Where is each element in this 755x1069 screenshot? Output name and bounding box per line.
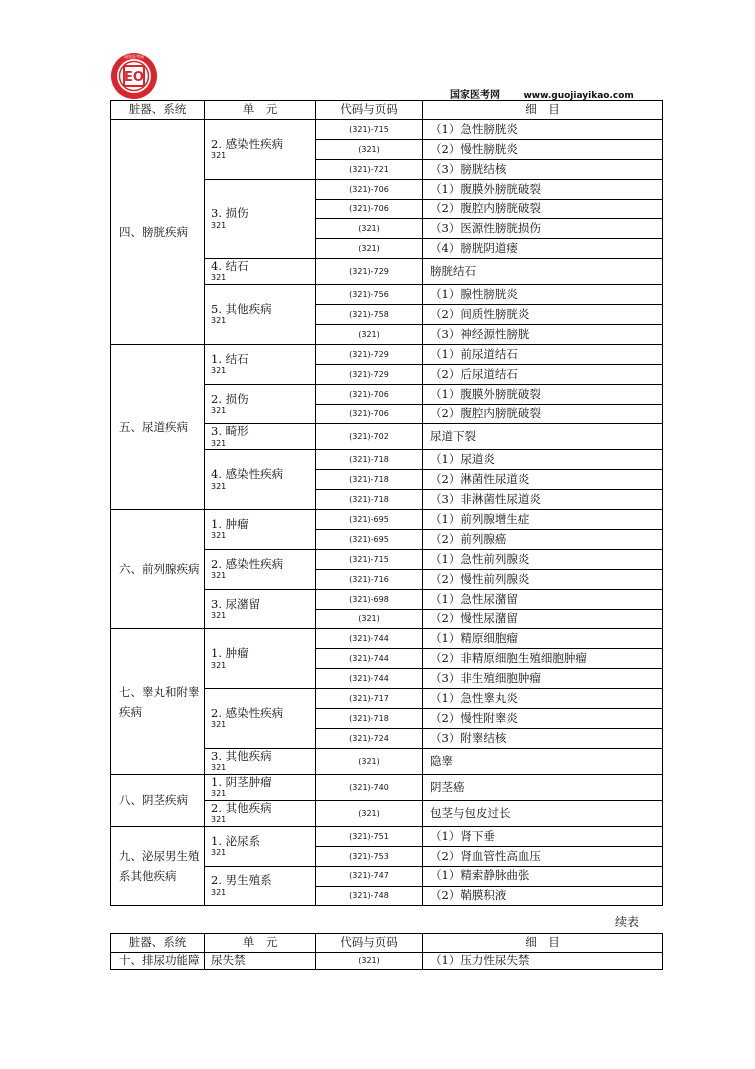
detail-cell: （3）医源性膀胱损伤 — [423, 219, 663, 239]
code-cell: (321)-729 — [316, 344, 423, 364]
detail-cell: （1）压力性尿失禁 — [423, 953, 663, 970]
logo-letters: EO — [124, 70, 144, 85]
code-cell: (321)-715 — [316, 549, 423, 569]
detail-cell: （3）膀胱结核 — [423, 159, 663, 179]
unit-name: 2. 感染性疾病 — [211, 136, 284, 151]
detail-cell: （1）前尿道结石 — [423, 344, 663, 364]
detail-cell: （1）肾下垂 — [423, 826, 663, 846]
detail-cell: （2）非精原细胞生殖细胞肿瘤 — [423, 649, 663, 669]
unit-cell — [205, 629, 316, 689]
table-row — [111, 953, 663, 970]
detail-cell: （1）精原细胞瘤 — [423, 629, 663, 649]
code-cell: (321)-695 — [316, 510, 423, 530]
code-cell: (321)-753 — [316, 846, 423, 866]
detail-cell: （2）淋菌性尿道炎 — [423, 470, 663, 490]
code-cell: (321) — [316, 609, 423, 629]
unit-name: 4. 感染性疾病 — [211, 467, 284, 482]
unit-code: 321 — [211, 887, 227, 897]
detail-cell: （1）精索静脉曲张 — [423, 866, 663, 886]
unit-code: 321 — [211, 847, 227, 857]
unit-cell — [205, 285, 316, 345]
site-name: 国家医考网 — [450, 90, 500, 101]
detail-cell: （2）慢性膀胱炎 — [423, 139, 663, 159]
organ-cell: 五、尿道疾病 — [111, 344, 205, 509]
unit-cell — [205, 120, 316, 180]
detail-cell: （1）急性睾丸炎 — [423, 689, 663, 709]
unit-cell — [205, 800, 316, 826]
unit-code: 321 — [211, 763, 227, 773]
code-cell: (321)-716 — [316, 569, 423, 589]
code-cell: (321)-748 — [316, 886, 423, 906]
unit-cell — [205, 826, 316, 866]
organ-cell: 十、排尿功能障 — [111, 953, 205, 970]
unit-cell — [205, 774, 316, 800]
unit-cell — [205, 384, 316, 424]
unit-cell — [205, 344, 316, 384]
detail-cell: （3）神经源性膀胱 — [423, 325, 663, 345]
unit-cell — [205, 689, 316, 749]
unit-name: 1. 肿瘤 — [211, 517, 249, 532]
code-cell: (321)-706 — [316, 179, 423, 199]
detail-cell: （2）前列腺癌 — [423, 530, 663, 550]
code-cell: (321)-740 — [316, 774, 423, 800]
col-header-detail: 细 目 — [423, 934, 663, 953]
code-cell: (321)-724 — [316, 728, 423, 748]
code-cell: (321)-695 — [316, 530, 423, 550]
detail-cell: （3）非生殖细胞肿瘤 — [423, 669, 663, 689]
unit-code: 321 — [211, 815, 227, 825]
code-cell: (321) — [316, 800, 423, 826]
col-header-detail: 细 目 — [423, 101, 663, 120]
col-header-code: 代码与页码 — [316, 101, 423, 120]
unit-name: 2. 感染性疾病 — [211, 705, 284, 720]
col-header-code: 代码与页码 — [316, 934, 423, 953]
unit-name: 2. 其他疾病 — [211, 800, 272, 815]
table-row — [111, 344, 663, 364]
organ-cell: 八、阴茎疾病 — [111, 774, 205, 826]
detail-cell: （3）非淋菌性尿道炎 — [423, 490, 663, 510]
code-cell: (321)-702 — [316, 424, 423, 450]
col-header-organ: 脏器、系统 — [111, 101, 205, 120]
organ-cell: 四、膀胱疾病 — [111, 120, 205, 345]
organ-cell: 六、前列腺疾病 — [111, 510, 205, 629]
detail-cell: （1）腺性膀胱炎 — [423, 285, 663, 305]
continued-label: 续表 — [615, 915, 640, 929]
unit-name: 1. 泌尿系 — [211, 833, 261, 848]
code-cell: (321)-744 — [316, 669, 423, 689]
detail-cell: （2）腹腔内膀胱破裂 — [423, 199, 663, 219]
unit-code: 321 — [211, 405, 227, 415]
organ-cell: 七、睾丸和附睾疾病 — [111, 629, 205, 774]
unit-cell — [205, 549, 316, 589]
unit-name: 1. 肿瘤 — [211, 646, 249, 661]
site-logo — [110, 52, 158, 100]
detail-cell: 包茎与包皮过长 — [423, 800, 663, 826]
table-header-row — [111, 101, 663, 120]
unit-name: 2. 男生殖系 — [211, 873, 272, 888]
unit-name: 3. 其他疾病 — [211, 748, 272, 763]
unit-code: 321 — [211, 789, 227, 799]
unit-name: 2. 损伤 — [211, 391, 249, 406]
detail-cell: （2）慢性尿潴留 — [423, 609, 663, 629]
code-cell: (321)-718 — [316, 450, 423, 470]
unit-cell — [205, 589, 316, 629]
unit-code: 321 — [211, 660, 227, 670]
unit-name: 3. 尿潴留 — [211, 596, 261, 611]
unit-cell: 尿失禁 — [205, 953, 316, 970]
code-cell: (321)-729 — [316, 364, 423, 384]
unit-name: 4. 结石 — [211, 259, 249, 274]
code-cell: (321) — [316, 953, 423, 970]
code-cell: (321)-717 — [316, 689, 423, 709]
code-cell: (321) — [316, 239, 423, 259]
code-cell: (321) — [316, 748, 423, 774]
table-row — [111, 774, 663, 800]
col-header-unit: 单 元 — [205, 934, 316, 953]
unit-cell — [205, 866, 316, 906]
detail-cell: 尿道下裂 — [423, 424, 663, 450]
unit-name: 1. 阴茎肿瘤 — [211, 774, 272, 789]
continued-table — [110, 933, 663, 970]
unit-cell — [205, 179, 316, 259]
code-cell: (321)-747 — [316, 866, 423, 886]
detail-cell: （2）慢性附睾炎 — [423, 709, 663, 729]
code-cell: (321)-706 — [316, 199, 423, 219]
code-cell: (321)-721 — [316, 159, 423, 179]
syllabus-table — [110, 100, 663, 906]
code-cell: (321) — [316, 325, 423, 345]
table-row — [111, 826, 663, 846]
code-cell: (321)-718 — [316, 709, 423, 729]
detail-cell: （2）慢性前列腺炎 — [423, 569, 663, 589]
unit-cell — [205, 259, 316, 285]
organ-cell: 九、泌尿男生殖系其他疾病 — [111, 826, 205, 906]
code-cell: (321)-756 — [316, 285, 423, 305]
detail-cell: （1）急性膀胱炎 — [423, 120, 663, 140]
detail-cell: （2）肾血管性高血压 — [423, 846, 663, 866]
unit-code: 321 — [211, 720, 227, 730]
detail-cell: 膀胱结石 — [423, 259, 663, 285]
unit-code: 321 — [211, 366, 227, 375]
code-cell: (321)-706 — [316, 404, 423, 424]
logo-ring-text: 国家医考网 — [124, 53, 144, 59]
detail-cell: （2）间质性膀胱炎 — [423, 305, 663, 325]
detail-cell: （1）腹膜外膀胱破裂 — [423, 384, 663, 404]
code-cell: (321)-715 — [316, 120, 423, 140]
unit-name: 1. 结石 — [211, 351, 249, 366]
code-cell: (321)-729 — [316, 259, 423, 285]
unit-code: 321 — [211, 273, 227, 283]
table-row — [111, 510, 663, 530]
detail-cell: （1）急性尿潴留 — [423, 589, 663, 609]
table-header-row — [111, 934, 663, 953]
unit-name: 3. 损伤 — [211, 206, 249, 221]
col-header-unit: 单 元 — [205, 101, 316, 120]
unit-code: 321 — [211, 438, 227, 448]
site-url[interactable]: www.guojiayikao.com — [523, 91, 634, 101]
detail-cell: （3）附睾结核 — [423, 728, 663, 748]
detail-cell: （2）鞘膜积液 — [423, 886, 663, 906]
detail-cell: （2）腹腔内膀胱破裂 — [423, 404, 663, 424]
unit-code: 321 — [211, 610, 227, 620]
unit-name: 5. 其他疾病 — [211, 302, 272, 317]
code-cell: (321)-744 — [316, 629, 423, 649]
code-cell: (321)-718 — [316, 490, 423, 510]
code-cell: (321)-706 — [316, 384, 423, 404]
code-cell: (321)-718 — [316, 470, 423, 490]
unit-cell — [205, 510, 316, 550]
unit-code: 321 — [211, 220, 227, 230]
unit-code: 321 — [211, 481, 227, 491]
table-row — [111, 629, 663, 649]
code-cell: (321)-758 — [316, 305, 423, 325]
detail-cell: 阴茎癌 — [423, 774, 663, 800]
unit-code: 321 — [211, 571, 227, 581]
unit-cell — [205, 748, 316, 774]
code-cell: (321) — [316, 219, 423, 239]
detail-cell: （4）膀胱阴道瘘 — [423, 239, 663, 259]
detail-cell: 隐睾 — [423, 748, 663, 774]
unit-code: 321 — [211, 151, 227, 161]
detail-cell: （1）急性前列腺炎 — [423, 549, 663, 569]
detail-cell: （2）后尿道结石 — [423, 364, 663, 384]
unit-cell — [205, 450, 316, 510]
unit-cell — [205, 424, 316, 450]
col-header-organ: 脏器、系统 — [111, 934, 205, 953]
detail-cell: （1）尿道炎 — [423, 450, 663, 470]
unit-name: 2. 感染性疾病 — [211, 556, 284, 571]
unit-code: 321 — [211, 316, 227, 326]
unit-code: 321 — [211, 531, 227, 541]
code-cell: (321)-698 — [316, 589, 423, 609]
detail-cell: （1）腹膜外膀胱破裂 — [423, 179, 663, 199]
table-row — [111, 120, 663, 140]
site-header — [450, 86, 634, 101]
code-cell: (321) — [316, 139, 423, 159]
detail-cell: （1）前列腺增生症 — [423, 510, 663, 530]
code-cell: (321)-744 — [316, 649, 423, 669]
code-cell: (321)-751 — [316, 826, 423, 846]
unit-name: 3. 畸形 — [211, 424, 249, 439]
